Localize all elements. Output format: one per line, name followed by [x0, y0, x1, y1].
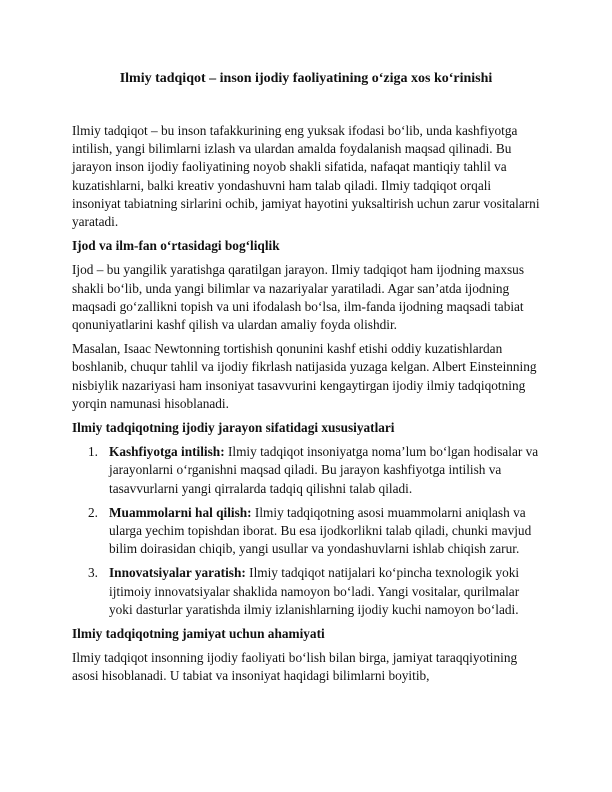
- list-item: [72, 504, 540, 559]
- intro-paragraph: Ilmiy tadqiqot – bu inson tafakkurining eng yuksak ifodasi bo‘lib, unda kashfiyotga intilish, yangi bilimlarni izlash va ulardan amalda foydalanish maqsad qilinadi. Bu jarayon inson ijodiy faoliyatining noyob shakli sifatida, nafaqat mantiqiy tahlil va kuzatishlarni, balki kreativ yondashuvni ham talab qiladi. Ilmiy tadqiqot orqali insoniyat tabiatning sirlarini ochib, jamiyat hayotini yuksaltirish uchun zarur vositalarni yaratadi.: [72, 123, 540, 230]
- list-item-term: Kashfiyotga intilish:: [109, 444, 225, 460]
- list-item-number: 3.: [88, 565, 98, 581]
- list-item-text: Ilmiy tadqiqotning asosi muammolarni aniqlash va ularga yechim topishdan iborat. Bu esa ijodkorlikni talab qiladi, chunki mavjud bilim doirasidan chiqib, yangi usullar va yondashuvlarni ishlab chiqish zarur.: [109, 504, 532, 557]
- section1-paragraph-1: Ijod – bu yangilik yaratishga qaratilgan jarayon. Ilmiy tadqiqot ham ijodning maxsus shakli bo‘lib, unda yangi bilimlar va nazariyalar yaratiladi. Agar san’atda ijodning maqsadi go‘zallikni topish va uni ifodalash bo‘lsa, ilm-fanda ijodning maqsadi tabiat qonuniyatlarini kashf qilish va ulardan amaliy foyda olishdir.: [72, 262, 525, 333]
- list-item: [72, 564, 540, 619]
- list-item-text: Ilmiy tadqiqot natijalari ko‘pincha texnologik yoki ijtimoiy innovatsiyalar shaklida namoyon bo‘ladi. Yangi vositalar, qurilmalar yoki dasturlar yaratishda ilmiy izlanishlarning ijodiy kuchi namoyon bo‘ladi.: [109, 565, 520, 617]
- document-body: [72, 122, 540, 692]
- section-heading-creativity-science: Ijod va ilm-fan o‘rtasidagi bog‘liqlik: [72, 238, 280, 254]
- list-item-term: Muammolarni hal qilish:: [109, 504, 252, 520]
- section-heading-research-features: Ilmiy tadqiqotning ijodiy jarayon sifatidagi xususiyatlari: [72, 420, 395, 436]
- section1-paragraph-2: Masalan, Isaac Newtonning tortishish qonunini kashf etishi oddiy kuzatishlardan boshlanib, chuqur tahlil va ijodiy fikrlash natijasida yuzaga kelgan. Albert Einsteinning nisbiylik nazariyasi ham insoniyat tasavvurini kengaytirgan ijodiy ilmiy tadqiqotning yorqin namunasi hisoblanadi.: [72, 341, 537, 411]
- list-item-number: 2.: [88, 504, 98, 520]
- list-item-text: Ilmiy tadqiqot insoniyatga noma’lum bo‘lgan hodisalar va jarayonlarni o‘rganishni maqsad qiladi. Bu jarayon kashfiyotga intilish va tasavvurlarni yangi qirralarda tadqiq qilishni talab qiladi.: [109, 444, 539, 496]
- features-list: [72, 443, 540, 619]
- document-title: Ilmiy tadqiqot – inson ijodiy faoliyatining o‘ziga xos ko‘rinishi: [119, 71, 493, 86]
- list-item-number: 1.: [88, 444, 98, 460]
- list-item: [72, 443, 540, 498]
- section-heading-social-significance: Ilmiy tadqiqotning jamiyat uchun ahamiyati: [72, 626, 325, 642]
- section3-paragraph: Ilmiy tadqiqot insonning ijodiy faoliyati bo‘lish bilan birga, jamiyat taraqqiyotining asosi hisoblanadi. U tabiat va insoniyat haqidagi bilimlarni boyitib,: [72, 650, 518, 684]
- list-item-term: Innovatsiyalar yaratish:: [109, 565, 246, 581]
